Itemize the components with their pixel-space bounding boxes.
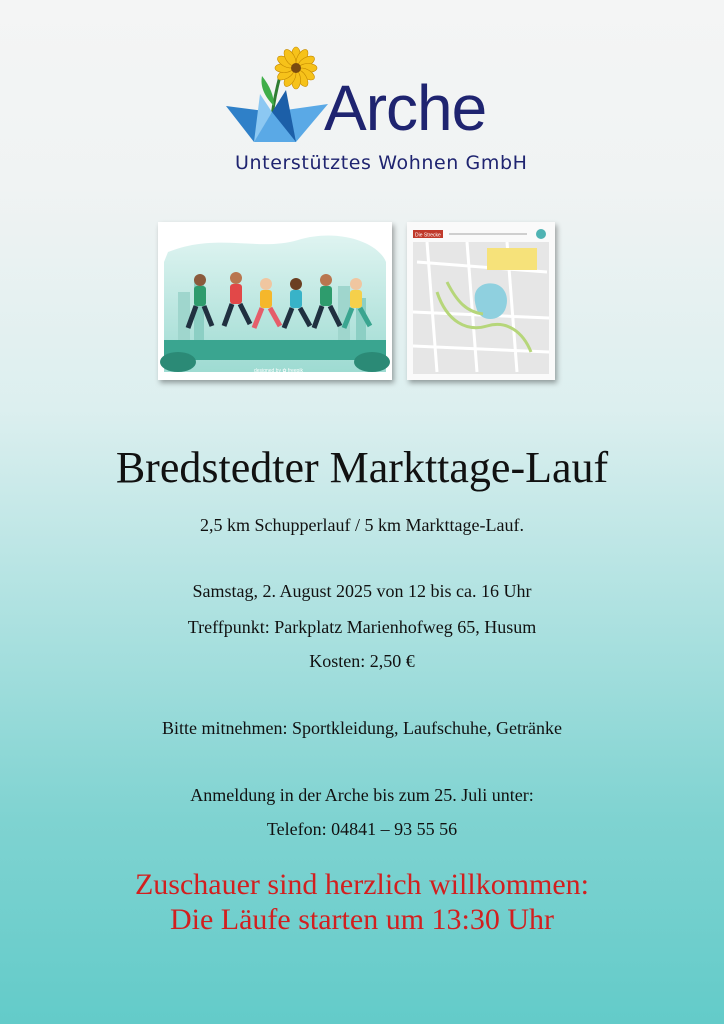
logo-wordmark: Arche [324,72,487,144]
event-distances: 2,5 km Schupperlauf / 5 km Markttage-Lauf. [200,515,524,535]
runners-illustration [158,222,392,380]
event-bring: Bitte mitnehmen: Sportkleidung, Laufschuhe, Getränke [162,718,562,738]
event-date: Samstag, 2. August 2025 von 12 bis ca. 16 Uhr [192,581,532,601]
event-cost: Kosten: 2,50 € [309,651,415,671]
route-map-image [407,222,555,380]
event-phone: Telefon: 04841 – 93 55 56 [266,819,458,839]
spectators-welcome: Zuschauer sind herzlich willkommen: [134,868,590,901]
runners-image [158,222,392,380]
boat-flower-icon [224,46,334,146]
event-meeting-point: Treffpunkt: Parkplatz Marienhofweg 65, Husum [187,617,537,637]
arche-logo [224,46,528,181]
route-map [407,222,555,380]
event-title: Bredstedter Markttage-Lauf [115,443,609,492]
start-time: Die Läufe starten um 13:30 Uhr [169,903,555,936]
freepik-credit: designed by ✿ freepik [254,368,303,374]
map-header: Die Strecke [415,232,441,239]
event-registration: Anmeldung in der Arche bis zum 25. Juli unter: [190,785,534,805]
logo-subtitle: Unterstütztes Wohnen GmbH [235,152,528,174]
